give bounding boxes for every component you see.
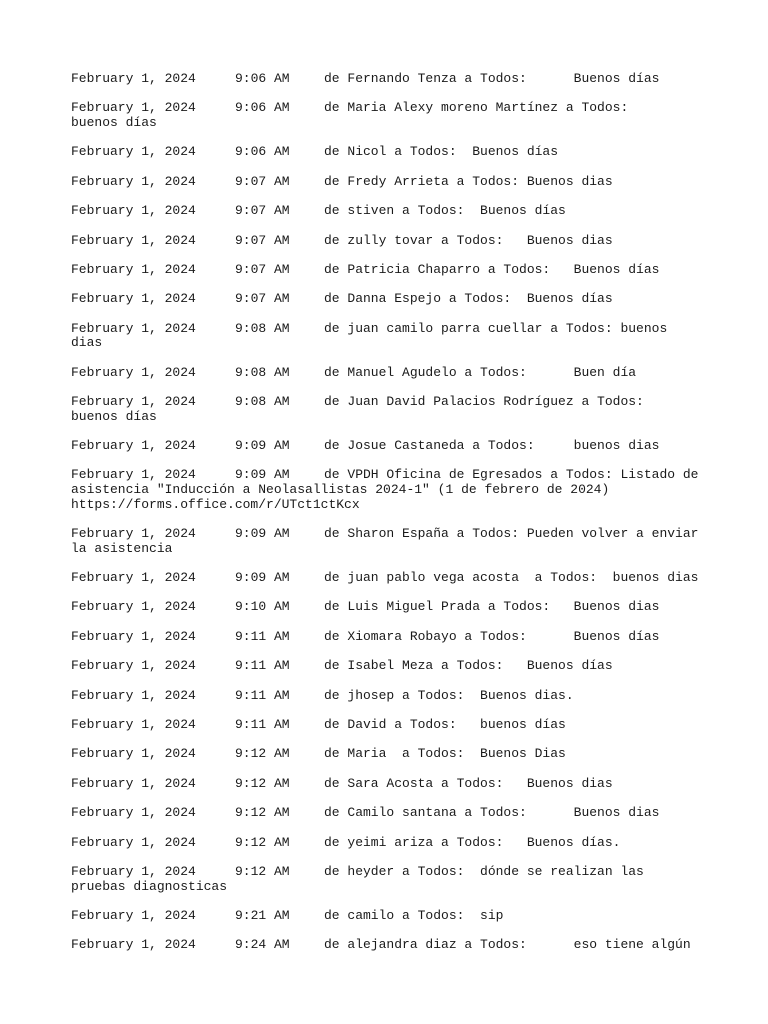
entry-date: February 1, 2024 xyxy=(71,805,196,821)
entry-message: de Juan David Palacios Rodríguez a Todos: buenos días xyxy=(71,394,660,424)
entry-message: de Maria a Todos: Buenos Dias xyxy=(324,746,566,762)
entry-date: February 1, 2024 xyxy=(71,232,196,248)
entry-date: February 1, 2024 xyxy=(71,775,196,791)
entry-time: 9:10 AM xyxy=(235,599,290,615)
log-entry xyxy=(71,747,701,762)
log-entry xyxy=(71,322,701,351)
entry-message: de Luis Miguel Prada a Todos: Buenos dias xyxy=(324,599,660,615)
entry-time: 9:09 AM xyxy=(235,438,290,454)
entry-date: February 1, 2024 xyxy=(71,746,196,762)
entry-date: February 1, 2024 xyxy=(71,599,196,615)
entry-message: de heyder a Todos: dónde se realizan las pruebas diagnosticas xyxy=(71,863,652,894)
entry-date: February 1, 2024 xyxy=(71,364,196,380)
entry-time: 9:07 AM xyxy=(235,261,290,277)
entry-time: 9:11 AM xyxy=(235,658,290,674)
entry-date: February 1, 2024 xyxy=(71,467,196,483)
entry-message: de Camilo santana a Todos: Buenos dias xyxy=(324,805,660,821)
entry-date: February 1, 2024 xyxy=(71,144,196,160)
entry-date: February 1, 2024 xyxy=(71,937,196,953)
entry-message: de Danna Espejo a Todos: Buenos días xyxy=(324,291,613,307)
entry-time: 9:09 AM xyxy=(235,526,290,542)
entry-time: 9:07 AM xyxy=(235,232,290,248)
entry-message: de Sharon España a Todos: Pueden volver a enviar la asistencia xyxy=(71,526,707,556)
entry-time: 9:12 AM xyxy=(235,746,290,762)
entry-date: February 1, 2024 xyxy=(71,71,196,86)
entry-date: February 1, 2024 xyxy=(71,203,196,219)
log-entry xyxy=(71,938,701,953)
entry-date: February 1, 2024 xyxy=(71,100,196,116)
log-entry xyxy=(71,630,701,645)
entry-time: 9:06 AM xyxy=(235,144,290,160)
entry-time: 9:06 AM xyxy=(235,71,290,86)
entry-time: 9:11 AM xyxy=(235,716,290,732)
entry-date: February 1, 2024 xyxy=(71,834,196,850)
entry-message: de Josue Castaneda a Todos: buenos dias xyxy=(324,438,660,454)
entry-date: February 1, 2024 xyxy=(71,570,196,586)
entry-message: de David a Todos: buenos días xyxy=(324,716,566,732)
entry-message: de yeimi ariza a Todos: Buenos días. xyxy=(324,834,621,850)
entry-message: de juan camilo parra cuellar a Todos: buenos dias xyxy=(71,320,676,351)
entry-date: February 1, 2024 xyxy=(71,261,196,277)
entry-date: February 1, 2024 xyxy=(71,658,196,674)
log-entry xyxy=(71,366,701,381)
entry-time: 9:07 AM xyxy=(235,203,290,219)
entry-date: February 1, 2024 xyxy=(71,173,196,189)
log-entry xyxy=(71,689,701,704)
entry-time: 9:21 AM xyxy=(235,907,290,923)
entry-time: 9:12 AM xyxy=(235,775,290,791)
entry-date: February 1, 2024 xyxy=(71,628,196,644)
log-entry xyxy=(71,467,707,512)
entry-message: de Isabel Meza a Todos: Buenos días xyxy=(324,658,613,674)
entry-date: February 1, 2024 xyxy=(71,320,196,336)
log-entry xyxy=(71,204,701,219)
log-entry xyxy=(71,263,701,278)
log-entry xyxy=(71,145,701,160)
entry-date: February 1, 2024 xyxy=(71,716,196,732)
entry-time: 9:06 AM xyxy=(235,100,290,116)
log-entry xyxy=(71,72,701,87)
entry-message: de Sara Acosta a Todos: Buenos dias xyxy=(324,775,613,791)
entry-message: de VPDH Oficina de Egresados a Todos: Listado de asistencia "Inducción a Neolasallistas 2024-1" (1 de febrero de 2024) https://forms.office.com/r/UTct1ctKcx xyxy=(71,467,707,512)
entry-message: de stiven a Todos: Buenos días xyxy=(324,203,566,219)
log-entry xyxy=(71,439,701,454)
log-entry xyxy=(71,395,701,424)
entry-time: 9:12 AM xyxy=(235,834,290,850)
entry-message: de juan pablo vega acosta a Todos: buenos dias xyxy=(324,570,699,586)
entry-time: 9:09 AM xyxy=(235,467,290,483)
entry-time: 9:11 AM xyxy=(235,687,290,703)
entry-time: 9:11 AM xyxy=(235,628,290,644)
log-entry xyxy=(71,526,707,556)
log-entry xyxy=(71,806,701,821)
entry-time: 9:08 AM xyxy=(235,364,290,380)
log-entry xyxy=(71,777,701,792)
entry-message: de zully tovar a Todos: Buenos dias xyxy=(324,232,613,248)
entry-date: February 1, 2024 xyxy=(71,526,196,542)
entry-message: de Patricia Chaparro a Todos: Buenos días xyxy=(324,261,660,277)
entry-time: 9:07 AM xyxy=(235,291,290,307)
entry-date: February 1, 2024 xyxy=(71,907,196,923)
entry-date: February 1, 2024 xyxy=(71,291,196,307)
entry-time: 9:12 AM xyxy=(235,805,290,821)
log-entry xyxy=(71,292,701,307)
entry-message: de camilo a Todos: sip xyxy=(324,907,504,923)
entry-date: February 1, 2024 xyxy=(71,687,196,703)
log-entry xyxy=(71,718,701,733)
entry-message: de Nicol a Todos: Buenos días xyxy=(324,144,559,160)
entry-time: 9:08 AM xyxy=(235,394,290,410)
entry-time: 9:24 AM xyxy=(235,937,290,953)
entry-message: de Fredy Arrieta a Todos: Buenos dias xyxy=(324,173,613,189)
entry-time: 9:08 AM xyxy=(235,320,290,336)
log-entry xyxy=(71,659,701,674)
entry-time: 9:09 AM xyxy=(235,570,290,586)
entry-date: February 1, 2024 xyxy=(71,863,196,879)
entry-message: de Maria Alexy moreno Martínez a Todos: buenos días xyxy=(71,100,660,130)
entry-date: February 1, 2024 xyxy=(71,394,196,410)
log-entry xyxy=(71,101,701,130)
chat-log xyxy=(71,71,707,968)
log-entry xyxy=(71,571,701,586)
log-entry xyxy=(71,836,701,851)
entry-message: de Xiomara Robayo a Todos: Buenos días xyxy=(324,628,660,644)
log-entry xyxy=(71,234,701,249)
entry-message: de Fernando Tenza a Todos: Buenos días xyxy=(324,71,660,86)
log-entry xyxy=(71,909,701,924)
entry-time: 9:12 AM xyxy=(235,863,290,879)
log-entry xyxy=(71,865,701,894)
entry-date: February 1, 2024 xyxy=(71,438,196,454)
log-entry xyxy=(71,600,701,615)
entry-message: de alejandra diaz a Todos: eso tiene algún xyxy=(324,937,691,953)
entry-message: de Manuel Agudelo a Todos: Buen día xyxy=(324,364,637,380)
entry-message: de jhosep a Todos: Buenos dias. xyxy=(324,687,574,703)
log-entry xyxy=(71,175,701,190)
entry-time: 9:07 AM xyxy=(235,173,290,189)
